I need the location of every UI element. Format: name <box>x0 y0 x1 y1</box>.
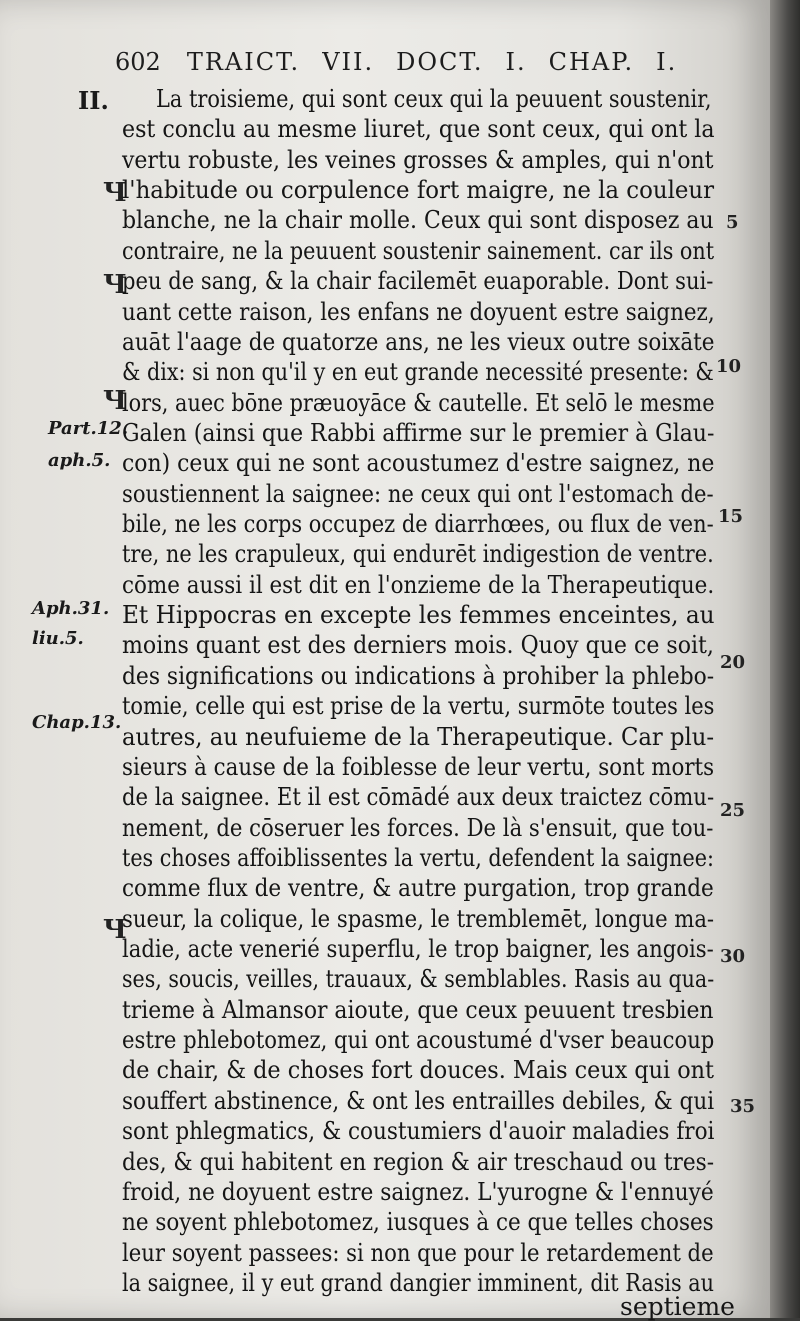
pilcrow-mark: Ч <box>103 178 127 208</box>
text-line: leur soyent passees: si non que pour le retardement de <box>122 1239 714 1267</box>
text-line: trieme à Almansor aioute, que ceux peuuent tresbien <box>122 996 714 1024</box>
page-number: 602 <box>115 48 161 76</box>
text-line: Et Hippocras en excepte les femmes enceintes, au <box>122 601 715 629</box>
marginal-note: liu.5. <box>32 628 84 649</box>
pilcrow-mark: Ч <box>103 915 127 945</box>
text-line: blanche, ne la chair molle. Ceux qui sont disposez au <box>122 206 714 234</box>
text-line: con) ceux qui ne sont acoustumez d'estre saignez, ne <box>122 449 715 477</box>
catchword: septieme <box>620 1292 735 1321</box>
text-line: lors, auec bōne præuoyāce & cautelle. Et selō le mesme <box>122 389 715 417</box>
text-line: froid, ne doyuent estre saignez. L'yurogne & l'ennuyé <box>122 1178 714 1206</box>
line-number: 30 <box>720 946 746 967</box>
text-line: comme flux de ventre, & autre purgation, trop grande <box>122 874 714 902</box>
section-mark: II. <box>78 86 109 115</box>
running-header <box>115 48 678 76</box>
text-line: tre, ne les crapuleux, qui endurēt indigestion de ventre. <box>122 540 714 568</box>
text-line: bile, ne les corps occupez de diarrhœes, ou flux de ven- <box>122 510 714 538</box>
text-line: nement, de cōseruer les forces. De là s'ensuit, que tou- <box>122 814 714 842</box>
line-number: 15 <box>718 506 744 527</box>
text-line: tes choses affoiblissentes la vertu, defendent la saignee: <box>122 844 714 872</box>
text-line: vertu robuste, les veines grosses & amples, qui n'ont <box>122 146 714 174</box>
text-line: souffert abstinence, & ont les entrailles debiles, & qui <box>122 1087 715 1115</box>
text-line: moins quant est des derniers mois. Quoy que ce soit, <box>122 631 714 659</box>
page-edge-shadow <box>770 0 800 1318</box>
text-line: la saignee, il y eut grand dangier imminent, dit Rasis au <box>122 1269 715 1297</box>
pilcrow-mark: Ч <box>103 386 127 416</box>
text-line: Galen (ainsi que Rabbi affirme sur le premier à Glau- <box>122 419 715 447</box>
text-line: La troisieme, qui sont ceux qui la peuuent soustenir, <box>156 85 712 113</box>
line-number: 25 <box>720 800 746 821</box>
text-line: estre phlebotomez, qui ont acoustumé d'vser beaucoup <box>122 1026 715 1054</box>
text-line: des, & qui habitent en region & air treschaud ou tres- <box>122 1148 715 1176</box>
text-line: sueur, la colique, le spasme, le tremblemēt, longue ma- <box>122 905 715 933</box>
running-title-word: DOCT. <box>396 48 484 76</box>
marginal-note: aph.5. <box>48 450 111 471</box>
running-title-word: VII. <box>322 48 375 76</box>
text-line: soustiennent la saignee: ne ceux qui ont l'estomach de- <box>122 480 714 508</box>
marginal-note: Aph.31. <box>32 598 110 619</box>
text-line: contraire, ne la peuuent soustenir sainement. car ils ont <box>122 237 715 265</box>
line-number: 20 <box>720 652 746 673</box>
text-line: & dix: si non qu'il y en eut grande necessité presente: & <box>122 358 714 386</box>
marginal-note: Chap.13. <box>32 712 122 733</box>
running-title-word: TRAICT. <box>186 48 301 76</box>
text-line: cōme aussi il est dit en l'onzieme de la Therapeutique. <box>122 571 715 599</box>
text-line: ladie, acte venerié superflu, le trop baigner, les angois- <box>122 935 714 963</box>
line-number: 10 <box>716 356 742 377</box>
text-line: l'habitude ou corpulence fort maigre, ne la couleur <box>122 176 715 204</box>
text-line: de chair, & de choses fort douces. Mais ceux qui ont <box>122 1056 714 1084</box>
text-line: tomie, celle qui est prise de la vertu, surmōte toutes les <box>122 692 715 720</box>
text-line: sieurs à cause de la foiblesse de leur vertu, sont morts <box>122 753 715 781</box>
text-line: peu de sang, & la chair facilemēt euaporable. Dont sui- <box>122 267 714 295</box>
text-line: auāt l'aage de quatorze ans, ne les vieux outre soixāte <box>122 328 715 356</box>
text-line: autres, au neufuieme de la Therapeutique. Car plu- <box>122 723 715 751</box>
line-number: 5 <box>726 212 739 233</box>
marginal-note: Part.12. <box>48 418 129 439</box>
line-number: 35 <box>730 1096 756 1117</box>
text-line: ne soyent phlebotomez, iusques à ce que telles choses <box>122 1208 714 1236</box>
text-line: est conclu au mesme liuret, que sont ceux, qui ont la <box>122 115 715 143</box>
text-line: ses, soucis, veilles, trauaux, & semblables. Rasis au qua- <box>122 965 715 993</box>
text-line: des significations ou indications à prohiber la phlebo- <box>122 662 715 690</box>
text-line: de la saignee. Et il est cōmādé aux deux traictez cōmu- <box>122 783 715 811</box>
text-line: sont phlegmatics, & coustumiers d'auoir maladies froi <box>122 1117 715 1145</box>
running-title-word: CHAP. <box>548 48 635 76</box>
pilcrow-mark: Ч <box>103 270 127 300</box>
running-title-word: I. <box>505 48 527 76</box>
running-title-word: I. <box>656 48 678 76</box>
text-line: uant cette raison, les enfans ne doyuent estre saignez, <box>122 298 715 326</box>
